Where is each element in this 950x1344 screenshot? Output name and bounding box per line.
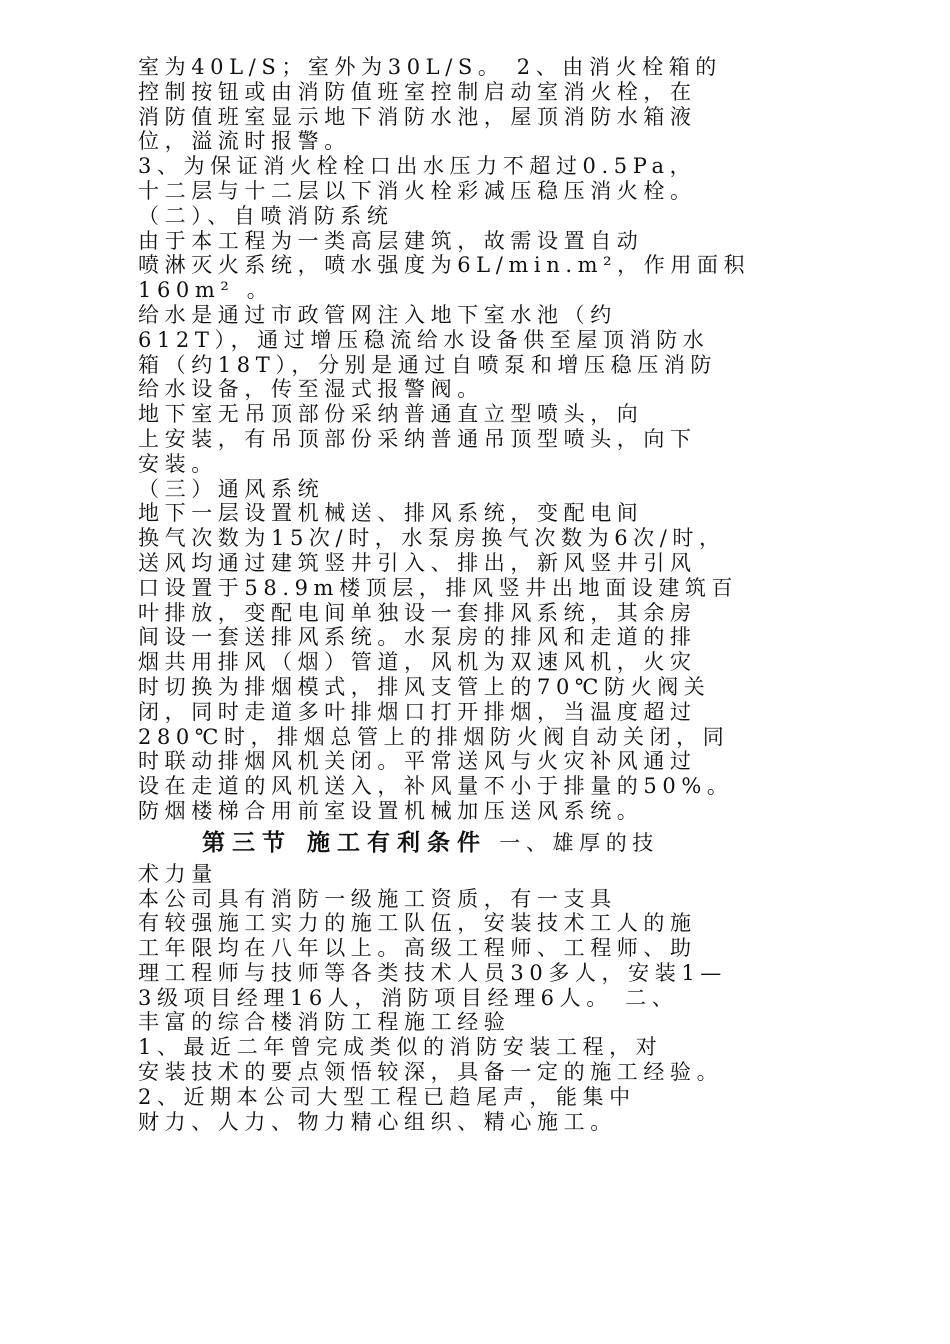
text-line: 280℃时，排烟总管上的排烟防火阀自动关闭，同 <box>138 724 730 749</box>
text-line: 箱（约18T），分别是通过自喷泵和增压稳压消防 <box>138 352 718 377</box>
text-line: 间设一套送排风系统。水泵房的排风和走道的排 <box>138 625 697 650</box>
text-line: 时联动排烟风机关闭。平常送风与火灾补风通过 <box>138 749 697 774</box>
text-line: 本公司具有消防一级施工资质，有一支具 <box>138 886 617 911</box>
document-body <box>138 55 878 1134</box>
text-line: 闭，同时走道多叶排烟口打开排烟，当温度超过 <box>138 699 697 724</box>
text-line: 3级项目经理16人，消防项目经理6人。 二、 <box>138 985 679 1010</box>
text-line: 术力量 <box>138 861 218 886</box>
text-line: 丰富的综合楼消防工程施工经验 <box>138 1010 511 1035</box>
subsection-heading: （三）通风系统 <box>138 476 325 501</box>
text-line: 位，溢流时报警。 <box>138 129 351 154</box>
text-line: 给水设备，传至湿式报警阀。 <box>138 377 484 402</box>
text-line: 烟共用排风（烟）管道，风机为双速风机，火灾 <box>138 650 697 675</box>
text-line: 2、近期本公司大型工程已趋尾声，能集中 <box>138 1084 636 1109</box>
section-heading-row <box>138 824 878 862</box>
section-heading: 第三节 施工有利条件 <box>202 828 488 856</box>
text-line: 地下一层设置机械送、排风系统，变配电间 <box>138 501 644 526</box>
text-line: 控制按钮或由消防值班室控制启动室消火栓，在 <box>138 79 697 104</box>
text-line: 送风均通过建筑竖井引入、排出，新风竖井引风 <box>138 550 697 575</box>
text-line: 喷淋灭火系统，喷水强度为6L/min.m²，作用面积 <box>138 253 751 278</box>
text-line: 安装技术的要点领悟较深，具备一定的施工经验。 <box>138 1060 724 1085</box>
text-line: 1、最近二年曾完成类似的消防安装工程，对 <box>138 1035 663 1060</box>
subsection-heading: （二）、自喷消防系统 <box>138 203 394 228</box>
text-line: 工年限均在八年以上。高级工程师、工程师、助 <box>138 936 697 961</box>
text-line: 160m² 。 <box>138 278 274 303</box>
text-line: 上安装，有吊顶部份采纳普通吊顶型喷头，向下 <box>138 426 697 451</box>
text-line: 财力、人力、物力精心组织、精心施工。 <box>138 1109 617 1134</box>
text-line: 防烟楼梯合用前室设置机械加压送风系统。 <box>138 798 644 823</box>
text-line: 3、为保证消火栓栓口出水压力不超过0.5Pa， <box>138 154 697 179</box>
text-line: 地下室无吊顶部份采纳普通直立型喷头，向 <box>138 402 644 427</box>
text-line: 消防值班室显示地下消防水池，屋顶消防水箱液 <box>138 104 697 129</box>
text-line: 换气次数为15次/时，水泵房换气次数为6次/时， <box>138 526 726 551</box>
text-line: 口设置于58.9m楼顶层，排风竖井出地面设建筑百 <box>138 575 739 600</box>
text-line: 给水是通过市政管网注入地下室水池（约 <box>138 302 617 327</box>
text-line: 十二层与十二层以下消火栓彩减压稳压消火栓。 <box>138 178 697 203</box>
text-line: 室为40L/S；室外为30L/S。 2、由消火栓箱的 <box>138 55 722 79</box>
text-line: 有较强施工实力的施工队伍，安装技术工人的施 <box>138 911 697 936</box>
text-line: 安装。 <box>138 451 218 476</box>
text-line: 612T），通过增压稳流给水设备供至屋顶消防水 <box>138 327 710 352</box>
text-line: 设在走道的风机送入，补风量不小于排量的50%。 <box>138 774 734 799</box>
text-line: 时切换为排烟模式，排风支管上的70℃防火阀关 <box>138 674 711 699</box>
text-line: 由于本工程为一类高层建筑，故需设置自动 <box>138 228 644 253</box>
text-line: 理工程师与技师等各类技术人员30多人，安装1— <box>138 960 727 985</box>
section-heading-tail: 一、雄厚的技 <box>487 830 659 855</box>
text-line: 叶排放，变配电间单独设一套排风系统，其余房 <box>138 600 697 625</box>
